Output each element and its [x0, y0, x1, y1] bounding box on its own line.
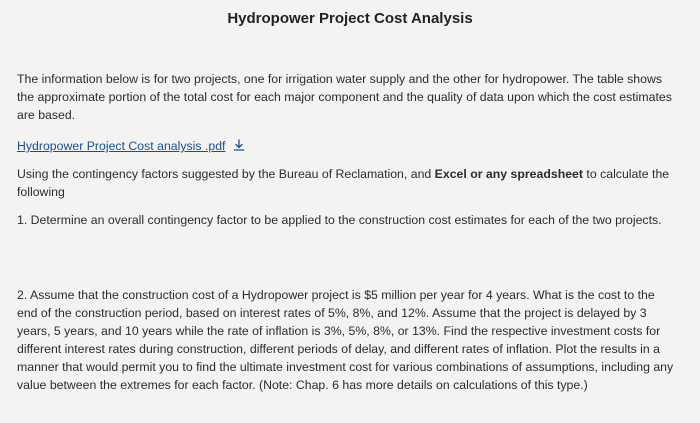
attachment-row — [17, 137, 245, 155]
page-title: Hydropower Project Cost Analysis — [227, 10, 473, 27]
instructions-text-1: Using the contingency factors suggested by the Bureau of Reclamation, and — [17, 167, 435, 181]
instructions-paragraph — [17, 165, 677, 201]
question-1: 1. Determine an overall contingency factor to be applied to the construction cost estimates for each of the two projects. — [17, 213, 662, 227]
question-2: 2. Assume that the construction cost of a Hydropower project is $5 million per year for 4 years. What is the cost to the end of the construction period, based on interest rates of 5%, 8%, and 12%. Assume that the project is delayed by 3 years, 5 years, and 10 years while the rate of inflation is 3%, 5%, 8%, or 13%. Find the respective investment costs for different interest rates during construction, different periods of delay, and different rates of inflation. Plot the results in a manner that would permit you to find the ultimate investment cost for various combinations of assumptions, including any value between the extremes for each factor. (Note: Chap. 6 has more details on calculations of this type.) — [17, 288, 674, 392]
download-icon[interactable] — [233, 139, 245, 151]
instructions-text-2: to calculate the following — [17, 167, 670, 199]
intro-paragraph: The information below is for two projects, one for irrigation water supply and the other for hydropower. The table shows the approximate portion of the total cost for each major component and the quality of data upon which the cost estimates are based. — [17, 72, 672, 122]
attachment-link[interactable]: Hydropower Project Cost analysis .pdf — [17, 139, 226, 153]
instructions-emphasis: Excel or any spreadsheet — [434, 167, 583, 181]
